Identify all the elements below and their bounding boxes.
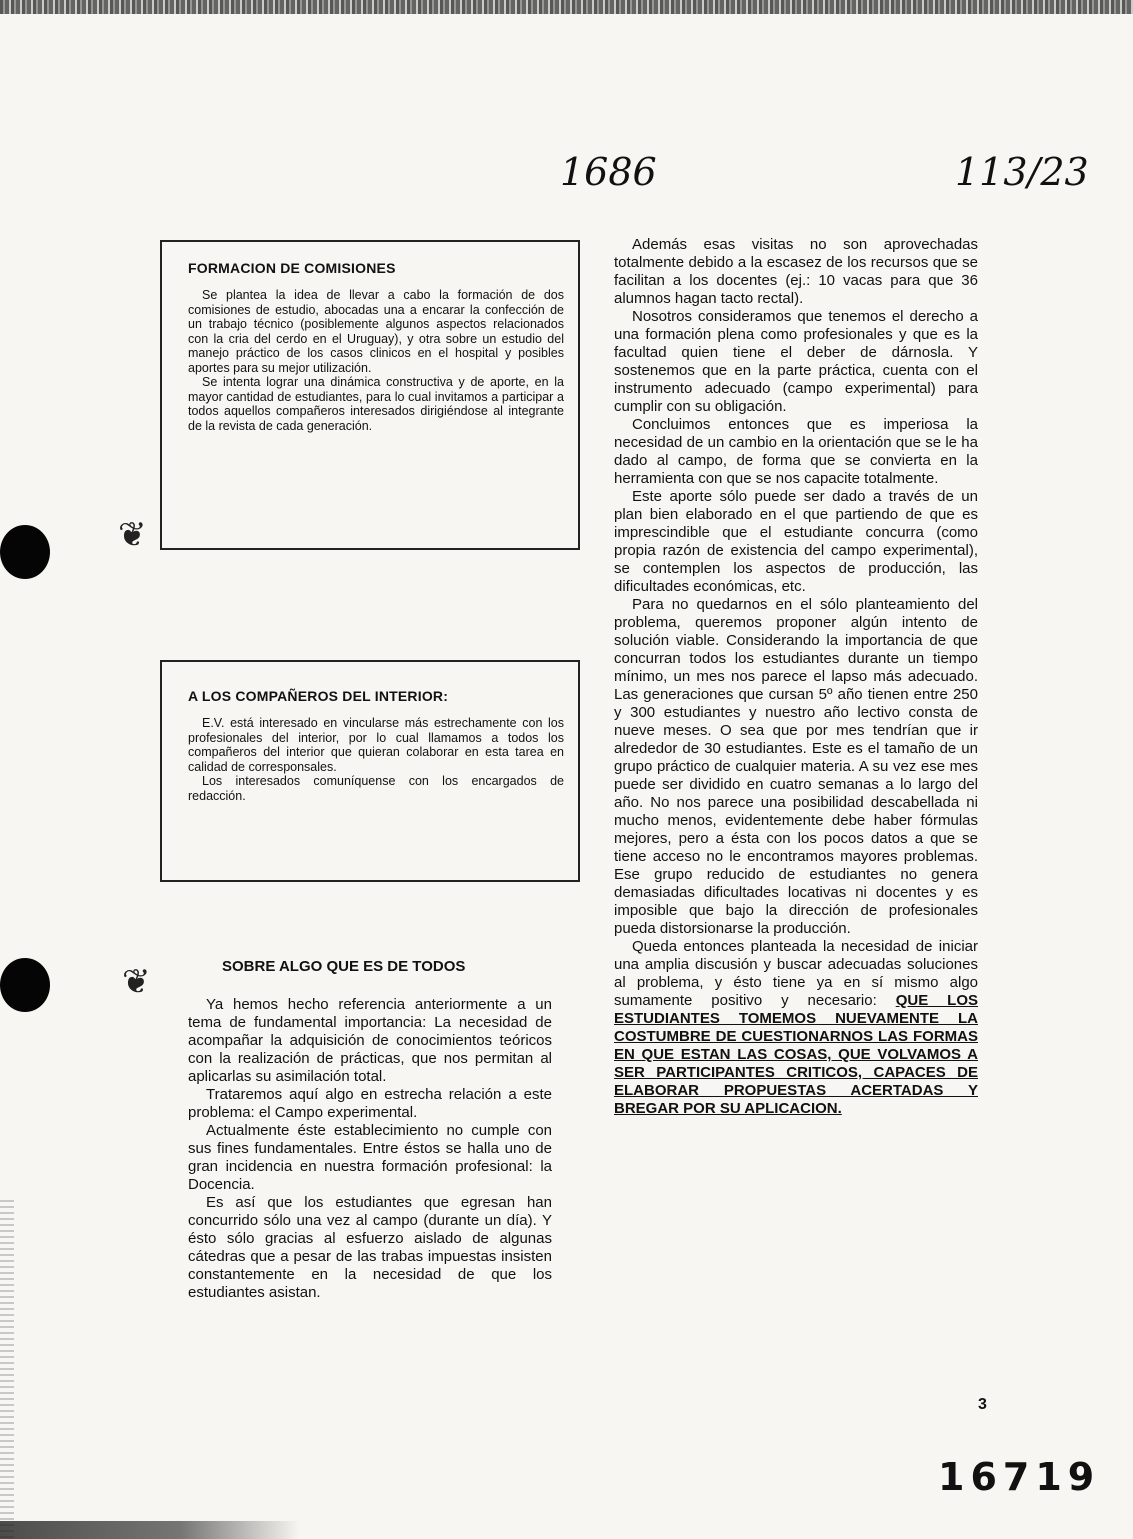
scan-border-top	[0, 0, 1133, 14]
article-paragraph: Trataremos aquí algo en estrecha relación a este problema: el Campo experimental.	[188, 1086, 552, 1121]
article-final-intro: Queda entonces planteada la necesidad de iniciar una amplia discusión y buscar adecuadas soluciones al problema, y ésto tiene ya en sí mismo algo sumamente positivo y necesario:	[614, 938, 978, 1009]
article-paragraph: Además esas visitas no son aprovechadas totalmente debido a la escasez de los recursos que se facilitan a los docentes (ej.: 10 vacas para que 36 alumnos hagan tacto rectal).	[614, 236, 978, 307]
box-comisiones-title: FORMACION DE COMISIONES	[188, 260, 396, 276]
page-number: 3	[978, 1396, 987, 1413]
article-right-column	[614, 236, 978, 1118]
box-interior-paragraph: Los interesados comuníquense con los encargados de redacción.	[188, 774, 564, 803]
box-interior-title: A LOS COMPAÑEROS DEL INTERIOR:	[188, 688, 449, 704]
ink-mark-bottom: ❦	[122, 963, 151, 1001]
box-comisiones-paragraph: Se plantea la idea de llevar a cabo la formación de dos comisiones de estudio, abocadas una a encarar la confección de un trabajo técnico (posiblemente algunos aspectos relacionados con la cria del cerdo en el Uruguay), y otra sobre un estudio del manejo práctico de los casos clinicos en el hospital y posibles aportes para su mejor utilización.	[188, 288, 564, 375]
article-paragraph: Concluimos entonces que es imperiosa la necesidad de un cambio en la orientación que se le ha dado al campo, de forma que se convierta en la herramienta con que se nos capacite totalmente.	[614, 416, 978, 487]
box-companeros-interior	[160, 660, 580, 882]
article-paragraph: Este aporte sólo puede ser dado a través de un plan bien elaborado en el que partiendo de que es imprescindible que el estudiante concurra (como propia razón de existencia del campo experimental), se contemplen los aspectos de producción, las dificultades económicas, etc.	[614, 488, 978, 595]
article-left-column	[188, 996, 552, 1302]
punch-hole-top	[0, 525, 50, 579]
handwritten-reference: 113/23	[955, 150, 1089, 194]
article-paragraph: Ya hemos hecho referencia anteriormente a un tema de fundamental importancia: La necesidad de acompañar la adquisición de conocimientos teóricos con la realización de prácticas, que nos permitan al aplicarlas su asimilación total.	[188, 996, 552, 1085]
stamp-number: 16719	[938, 1455, 1101, 1499]
scan-border-bottom	[0, 1521, 300, 1539]
box-interior-paragraph: E.V. está interesado en vincularse más estrechamente con los profesionales del interior, por lo cual llamamos a todos los compañeros del interior que quieran colaborar en esta tarea en calidad de corresponsales.	[188, 716, 564, 774]
article-paragraph: Nosotros consideramos que tenemos el derecho a una formación plena como profesionales y que es la facultad quien tiene el deber de dárnosla. Y sostenemos que en la parte práctica, cuenta con el instrumento adecuado (campo experimental) para cumplir con su obligación.	[614, 308, 978, 415]
ink-mark-top: ❦	[118, 516, 147, 554]
punch-hole-bottom	[0, 958, 50, 1012]
article-paragraph: Actualmente éste establecimiento no cumple con sus fines fundamentales. Entre éstos se halla uno de gran incidencia en nuestra formación profesional: la Docencia.	[188, 1122, 552, 1193]
article-final-paragraph	[614, 938, 978, 1118]
article-title: SOBRE ALGO QUE ES DE TODOS	[222, 958, 466, 975]
scan-border-left	[0, 1200, 14, 1539]
box-formacion-comisiones	[160, 240, 580, 550]
article-final-caps: QUE LOS ESTUDIANTES TOMEMOS NUEVAMENTE LA COSTUMBRE DE CUESTIONARNOS LAS FORMAS EN QUE ESTAN LAS COSAS, QUE VOLVAMOS A SER PARTICIPANTES CRITICOS, CAPACES DE ELABORAR PROPUESTAS ACERTADAS Y BREGAR POR SU APLICACION.	[614, 992, 979, 1117]
box-comisiones-paragraph: Se intenta lograr una dinámica constructiva y de aporte, en la mayor cantidad de estudiantes, para lo cual invitamos a participar a todos aquellos compañeros interesados dirigiéndose al integrante de la revista de cada generación.	[188, 375, 564, 433]
article-paragraph: Para no quedarnos en el sólo planteamiento del problema, queremos proponer algún intento de solución viable. Considerando la importancia de que concurran todos los estudiantes durante un tiempo mínimo, un mes nos parece el lapso más adecuado. Las generaciones que cursan 5º año tienen entre 250 y 300 estudiantes y nuestro año lectivo consta de nueve meses. O sea que por mes tendrían que ir alrededor de 30 estudiantes. Este es el tamaño de un grupo práctico de cualquier materia. A su vez ese mes puede ser dividido en cuatro semanas a lo largo del año. No nos parece una posibilidad descabellada ni mucho menos, evidentemente debe haber fórmulas mejores, pero a ésta con los pocos datos a que se tiene acceso no le encontramos mayores problemas. Ese grupo reducido de estudiantes no genera demasiadas dificultades locativas ni docentes y es imposible que bajo la dirección de profesionales pueda distorsionarse la producción.	[614, 596, 978, 937]
article-paragraph: Es así que los estudiantes que egresan han concurrido sólo una vez al campo (durante un día). Y ésto sólo gracias al esfuerzo aislado de algunas cátedras que a pesar de las trabas impuestas insisten constantemente en la necesidad de que los estudiantes asistan.	[188, 1194, 552, 1301]
handwritten-number: 1686	[560, 150, 657, 194]
